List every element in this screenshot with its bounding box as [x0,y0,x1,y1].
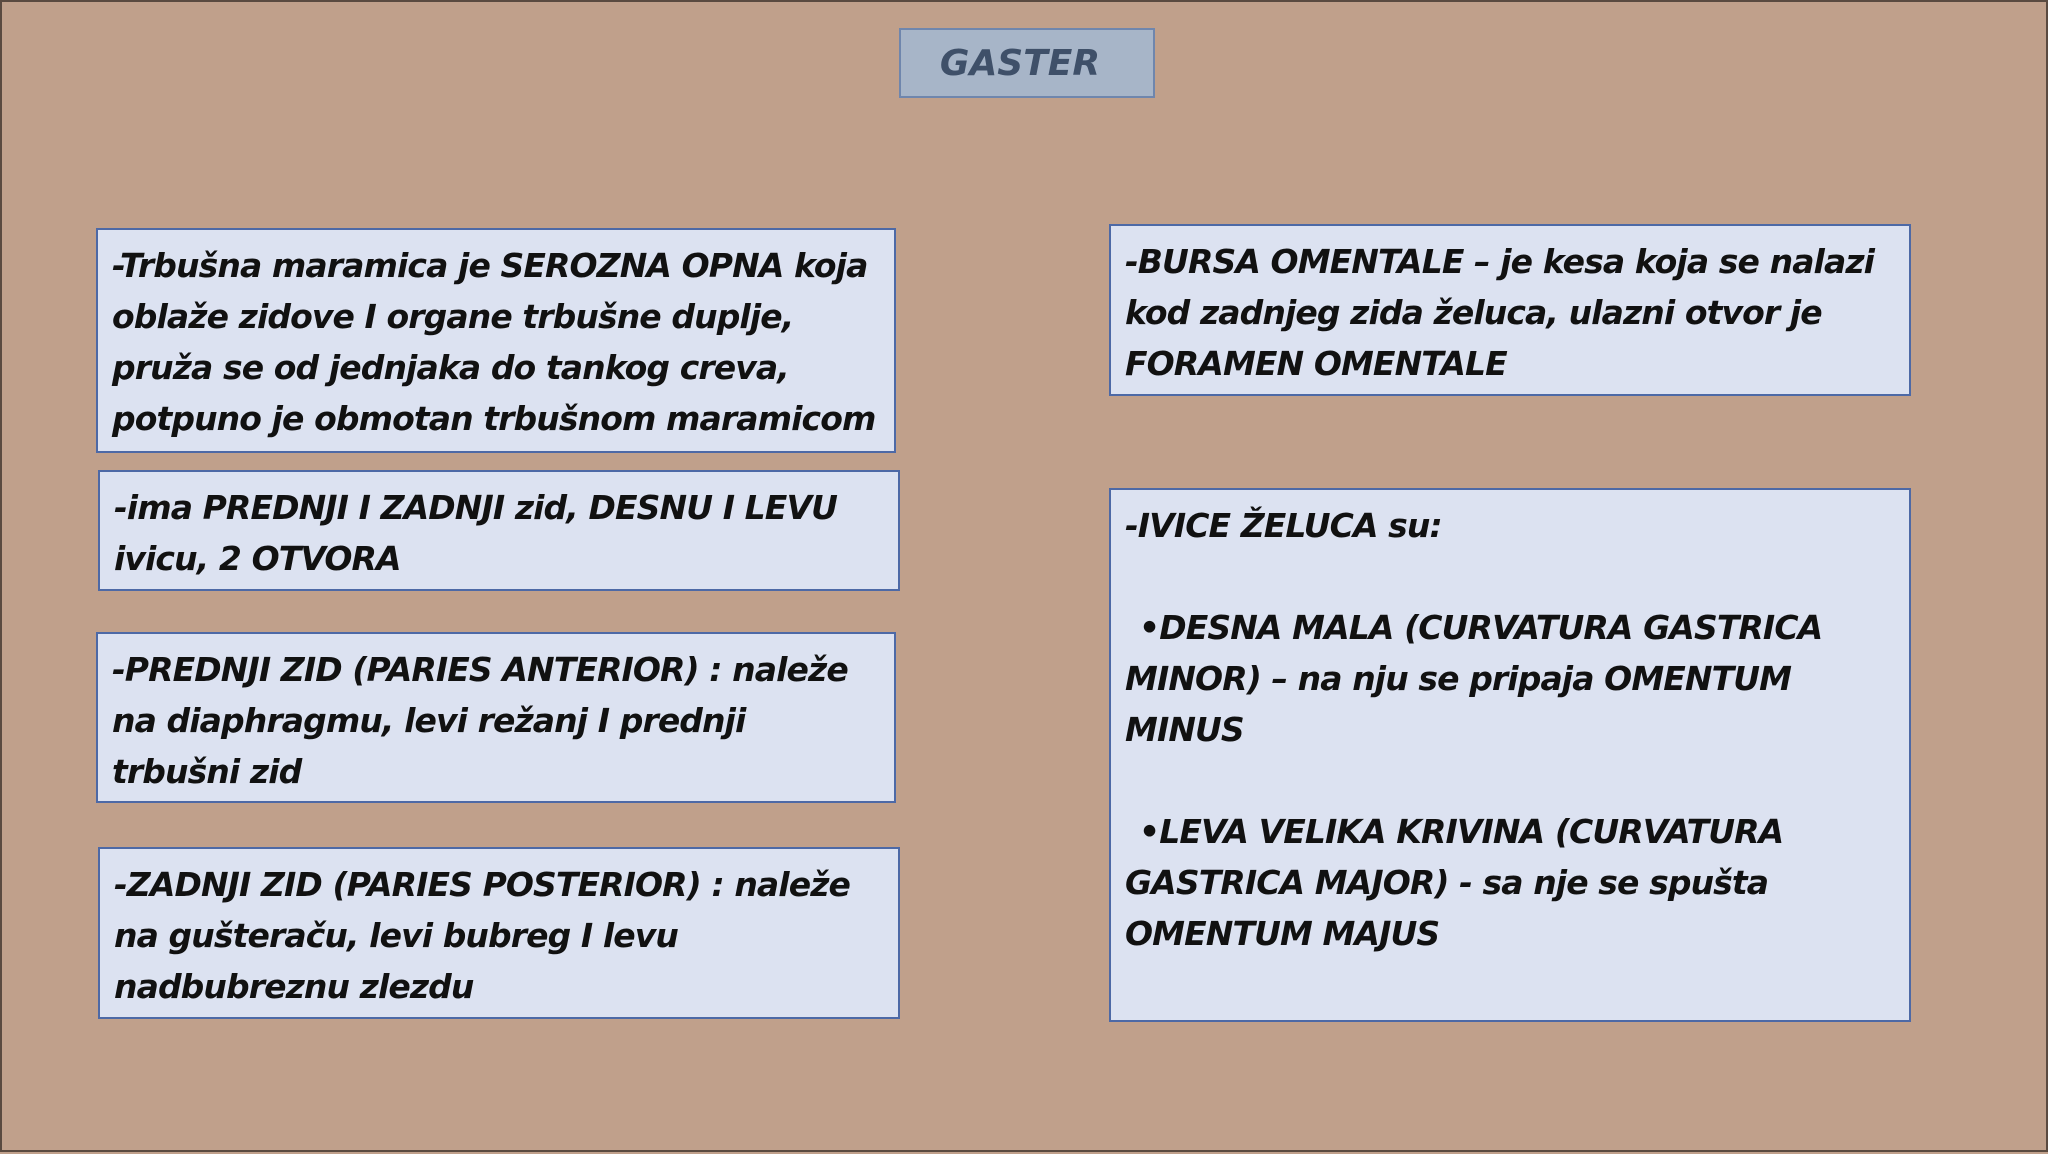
walls-text: -ima PREDNJI I ZADNJI zid, DESNU I LEVU ivicu, 2 OTVORA [114,488,837,578]
bullet-icon: • [1139,812,1160,851]
anterior-wall-text: -PREDNJI ZID (PARIES ANTERIOR) : naleže na diaphragmu, levi režanj I prednji trbušni zid [112,650,848,791]
edge-item-minor-text: DESNA MALA (CURVATURA GASTRICA MINOR) – na nju se pripaja OMENTUM MINUS [1125,608,1823,749]
edge-item-minor [1125,602,1897,755]
peritoneum-text: -Trbušna maramica je SEROZNA OPNA koja oblaže zidove I organe trbušne duplje, pruža se od jednjaka do tankog creva, potpuno je obmotan trbušnom maramicom [112,246,876,438]
edge-item-major-text: LEVA VELIKA KRIVINA (CURVATURA GASTRICA MAJOR) - sa nje se spušta OMENTUM MAJUS [1125,812,1784,953]
slide-title: GASTER [939,42,1101,84]
title-box [899,28,1155,98]
stomach-edges-heading: -IVICE ŽELUCA su: [1125,506,1442,545]
bursa-omentale-text: -BURSA OMENTALE – je kesa koja se nalazi kod zadnjeg zida želuca, ulazni otvor je FORAMEN OMENTALE [1125,242,1875,383]
slide [2,2,2048,1154]
peritoneum-box [96,228,896,453]
spacer [1125,755,1897,806]
walls-box [98,470,900,591]
posterior-wall-text: -ZADNJI ZID (PARIES POSTERIOR) : naleže na gušteraču, levi bubreg I levu nadbubreznu zlezdu [114,865,850,1006]
bullet-icon: • [1139,608,1160,647]
anterior-wall-box [96,632,896,803]
posterior-wall-box [98,847,900,1019]
spacer [1125,551,1897,602]
edge-item-major [1125,806,1897,959]
bursa-omentale-box [1109,224,1911,396]
stomach-edges-box [1109,488,1911,1022]
